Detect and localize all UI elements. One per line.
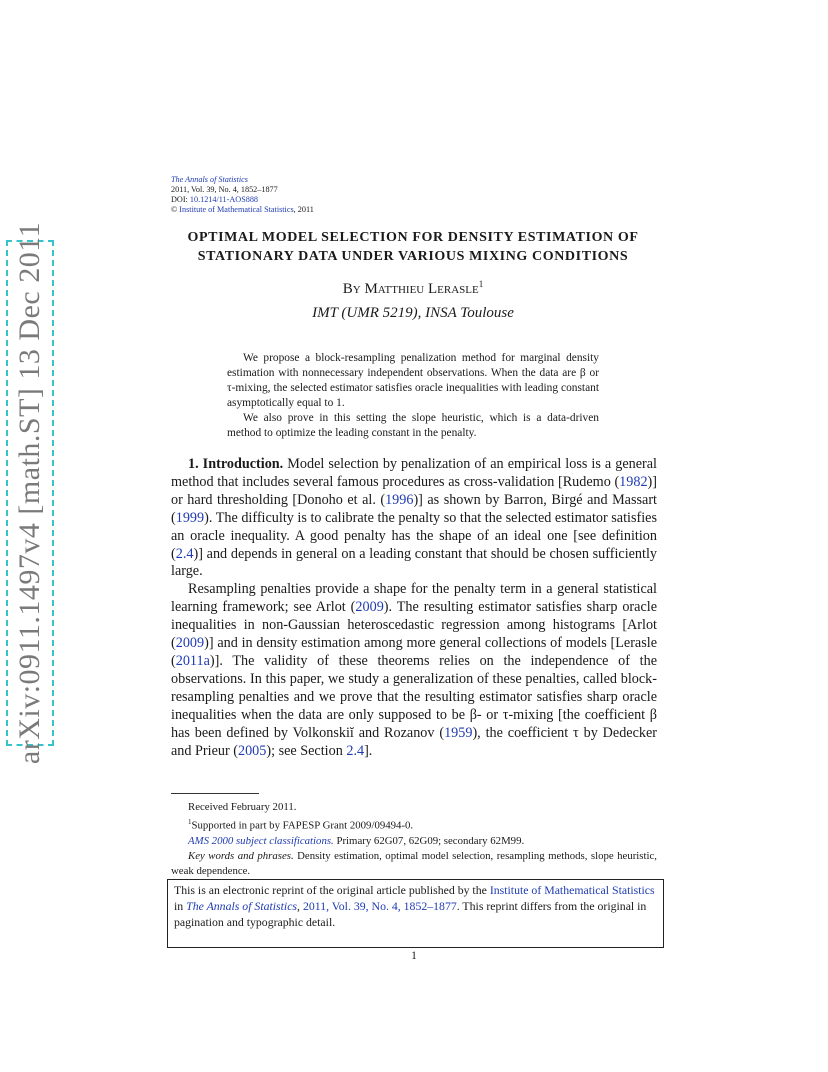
footnotes [171,800,657,879]
page-number: 1 [411,950,417,962]
keywords-text: Density estimation, optimal model selection, resampling methods, slope heuristic, weak dependence. [171,849,657,877]
author-footnote-mark: 1 [478,279,484,289]
ims-link[interactable]: Institute of Mathematical Statistics [179,205,294,214]
section-link[interactable]: 2.4 [346,742,365,759]
text-run: )]. The validity of these theorems relies on the independence of the observations. In this paper, we study a generalization of these penalties, called block-resampling penalties and we prove that the resulting estimator satisfies sharp oracle inequalities when the data are only supposed to be β- or τ-mixing [the coefficient β has been defined by Volkonskiĭ and Rozanov ( [171,652,657,741]
text-run: in [174,899,187,914]
citation-link[interactable]: 1996 [385,491,414,508]
text-run: )] and in density estimation among more general collections of models [Lerasle ( [171,635,657,669]
reprint-notice [167,879,664,948]
copyright-symbol: © [171,205,178,214]
doi-link[interactable]: 10.1214/11-AOS888 [189,195,259,204]
received-date: Received February 2011. [188,801,297,813]
arxiv-stamp [6,221,54,765]
intro-paragraph-1 [171,456,657,581]
title-line-1: OPTIMAL MODEL SELECTION FOR DENSITY ESTIMATION OF [187,230,639,245]
text-run: ). The difficulty is to calibrate the penalty so that the selected estimator satisfies an oracle inequality. A good penalty has the shape of an ideal one [see definition ( [171,509,657,562]
ims-link[interactable]: Institute of Mathematical Statistics [489,883,655,897]
abstract-paragraph-2: We also prove in this setting the slope heuristic, which is a data-driven method to optimize the leading constant in the penalty. [227,412,599,440]
text-run: This is an electronic reprint of the original article published by the [174,883,490,897]
text-run: )] as shown by Barron, Birgé and Massart ( [171,491,657,526]
affiliation: IMT (UMR 5219), INSA Toulouse [312,305,514,321]
footnote-divider [171,793,259,794]
journal-copyright [171,205,314,215]
text-run: , [297,899,303,914]
text-run: ); see Section [266,742,347,759]
doi-label: DOI: [171,195,190,204]
citation-link[interactable]: 2011, Vol. 39, No. 4, 1852–1877 [302,899,457,914]
citation-link[interactable]: 2005 [237,742,267,759]
keywords [171,849,657,879]
support-text: Supported in part by FAPESP Grant 2009/09494-0. [191,819,414,832]
text-run: ). The resulting estimator satisfies sharp oracle inequalities in non-Gaussian heteroscedastic regression among histograms [Arlot ( [171,599,657,652]
abstract [227,351,599,442]
paper-title [150,228,676,266]
citation-link[interactable]: 2009 [355,599,384,616]
copyright-year: , 2011 [293,205,314,214]
keywords-label: Key words and phrases. [188,849,294,862]
citation-link[interactable]: 2009 [175,635,205,652]
journal-name[interactable]: The Annals of Statistics [171,175,248,184]
text-run: ]. [364,742,373,759]
journal-link[interactable]: The Annals of Statistics [186,899,298,914]
intro-paragraph-2 [171,581,657,760]
text-run: Resampling penalties provide a shape for the penalty term in a general statistical learning framework; see Arlot ( [171,581,657,616]
citation-link[interactable]: 1999 [175,509,205,526]
text-run: )] and depends in general on a leading constant that should be chosen sufficiently large. [171,545,657,580]
equation-link[interactable]: 2.4 [175,545,194,562]
journal-doi-line [171,195,314,205]
journal-header [171,175,314,215]
author-line [150,279,676,298]
journal-volume: 2011, Vol. 39, No. 4, 1852–1877 [171,185,278,194]
ams-classification [171,834,657,849]
title-line-2: STATIONARY DATA UNDER VARIOUS MIXING CONDITIONS [197,249,629,264]
support-footnote-mark: 1 [188,818,192,826]
main-text [171,456,657,760]
citation-link[interactable]: 1982 [619,473,648,490]
text-run: . This reprint differs from the original in pagination and typographic detail. [174,899,647,930]
section-heading: 1. Introduction. [188,456,284,472]
author-name: By Matthieu Lerasle [342,281,479,297]
text-run: ), the coefficient τ by Dedecker and Prieur ( [171,724,657,759]
ams-link[interactable]: AMS 2000 subject classifications. [188,834,334,847]
arxiv-id: arXiv:0911.1497v4 [math.ST] 13 Dec 2011 [13,221,46,765]
ams-text: Primary 62G07, 62G09; secondary 62M99. [333,834,525,847]
support-note [171,815,657,834]
text-run: )] or hard thresholding [Donoho et al. ( [171,473,657,508]
citation-link[interactable]: 1959 [444,724,473,741]
abstract-paragraph-1: We propose a block-resampling penalization method for marginal density estimation with nonnecessary independent observations. When the data are β or τ-mixing, the selected estimator satisfies oracle inequalities with leading constant asymptotically equal to 1. [227,352,599,410]
citation-link[interactable]: 2011a [175,652,210,669]
text-run: Model selection by penalization of an empirical loss is a general method that includes several famous procedures as cross-validation [Rudemo ( [171,456,657,490]
